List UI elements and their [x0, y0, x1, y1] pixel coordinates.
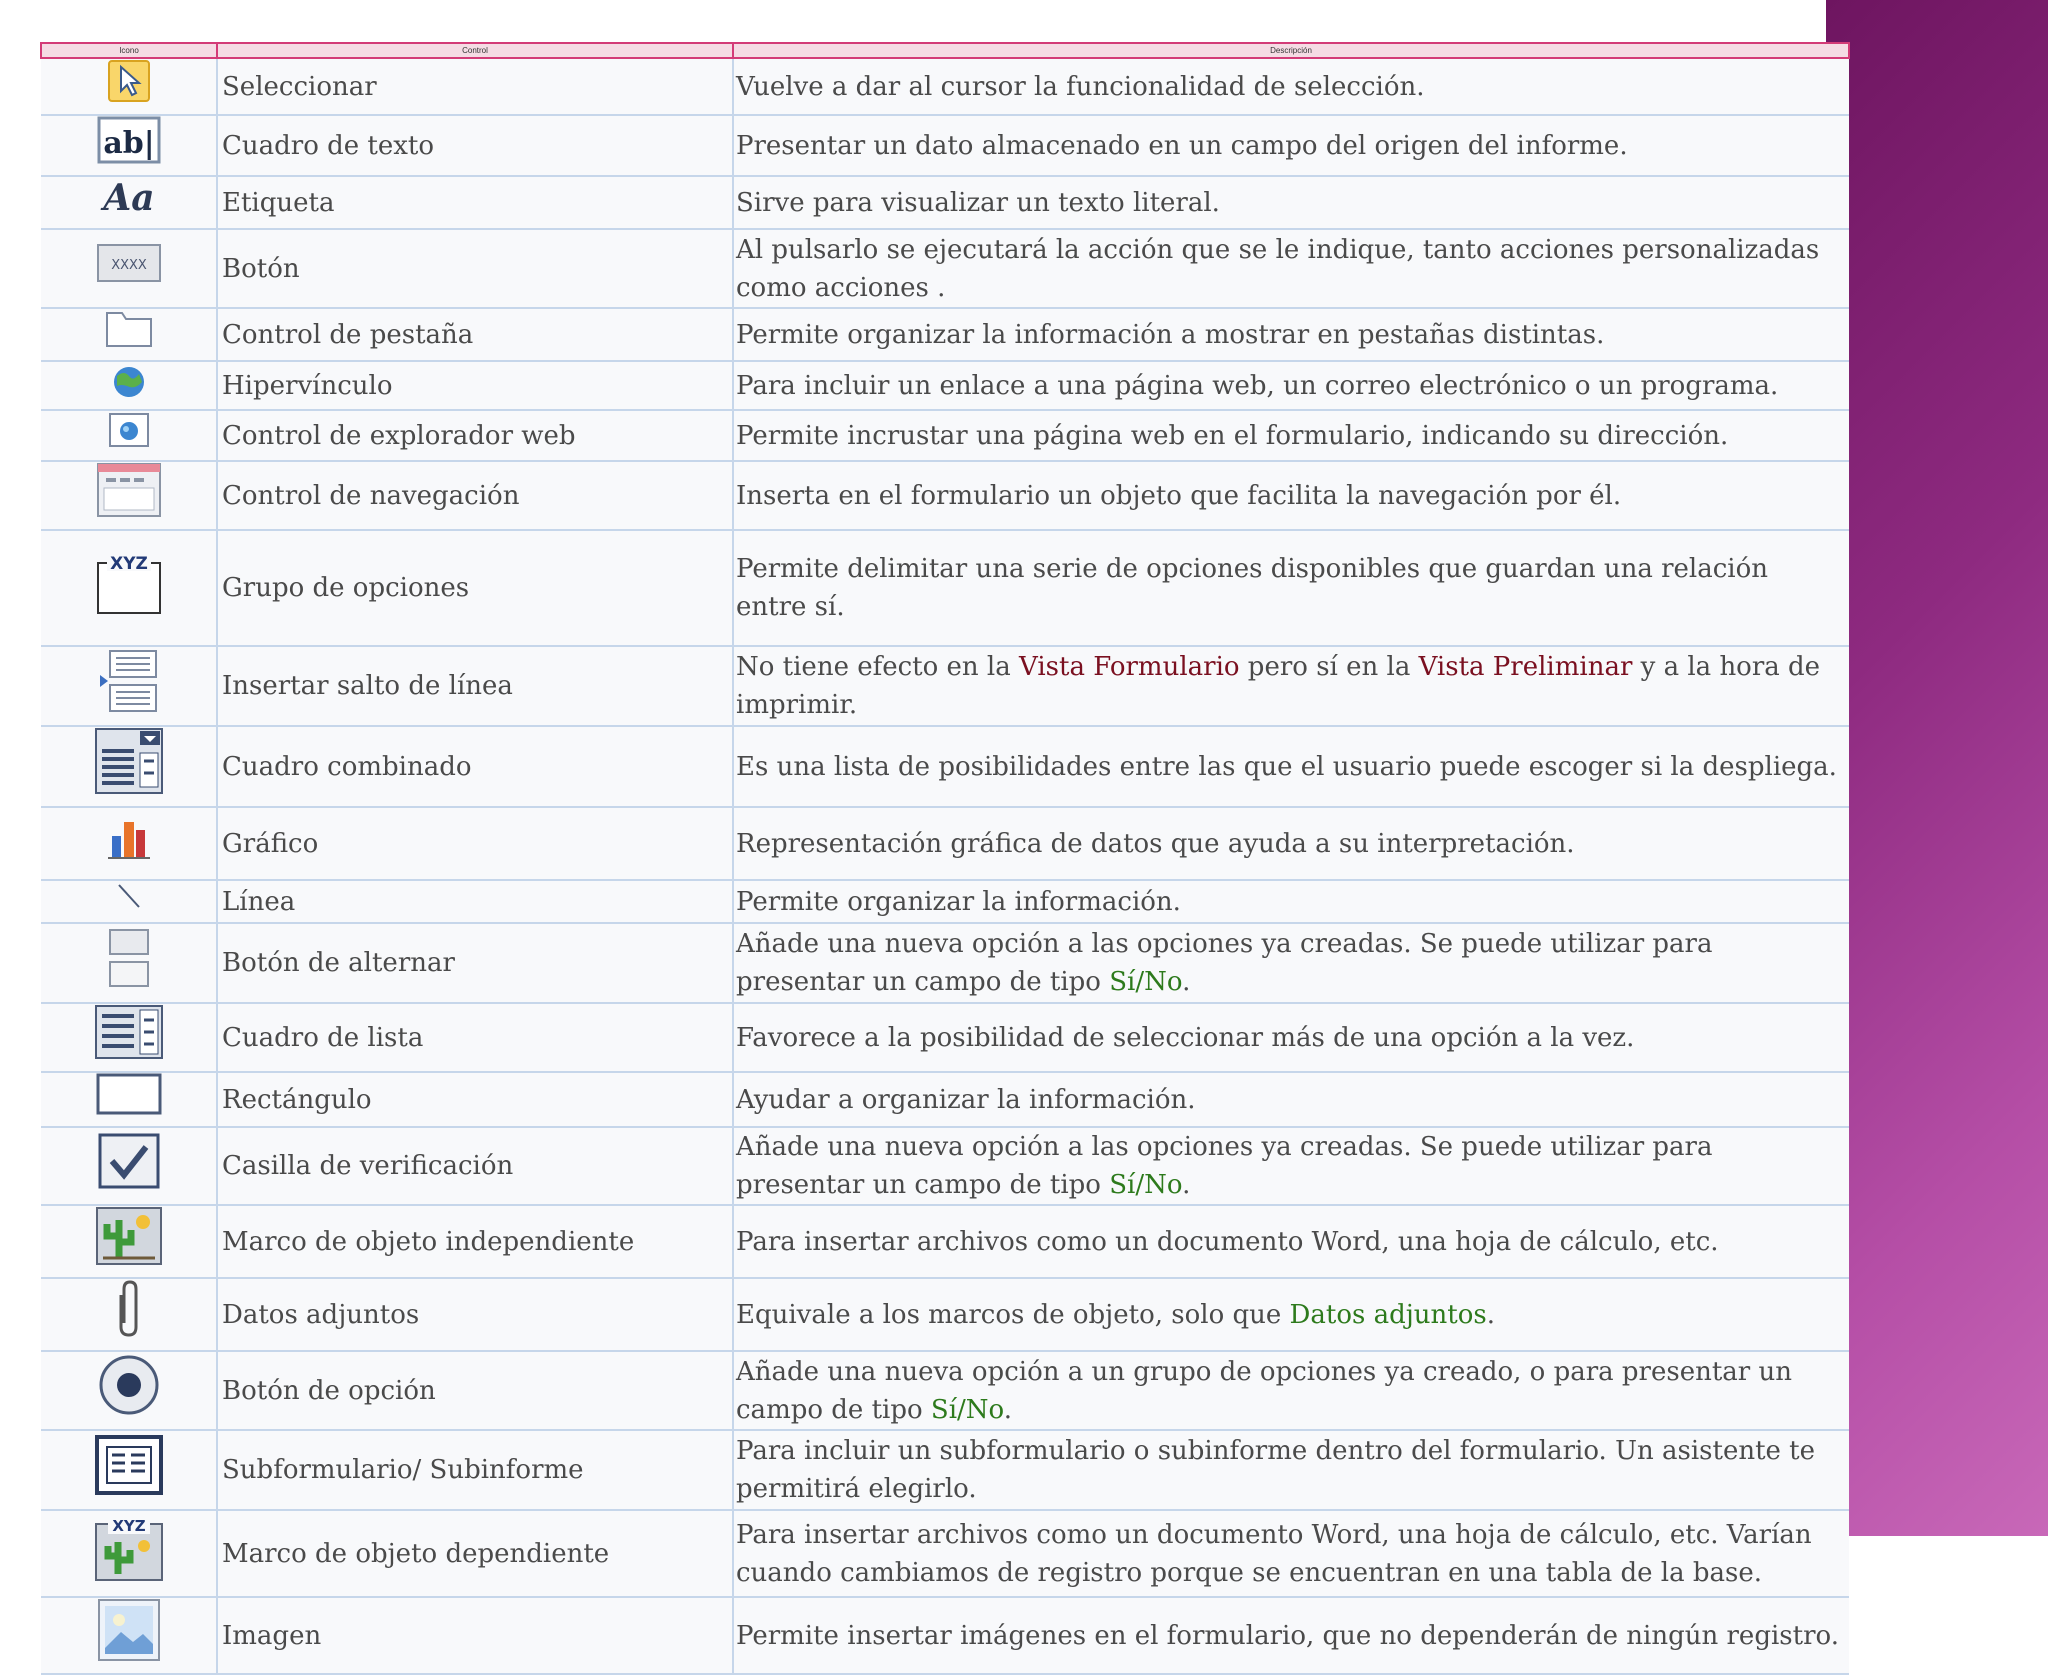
- icon-cell: [41, 461, 217, 530]
- control-description: Permite organizar la información.: [733, 880, 1849, 923]
- control-description: Para insertar archivos como un documento Word, una hoja de cálculo, etc.: [733, 1205, 1849, 1278]
- control-name: Grupo de opciones: [217, 530, 733, 646]
- control-name: Control de navegación: [217, 461, 733, 530]
- control-name: Subformulario/ Subinforme: [217, 1430, 733, 1510]
- checkbox-icon: [98, 1133, 160, 1200]
- control-description: Al pulsarlo se ejecutará la acción que se le indique, tanto acciones personalizadas como acciones .: [733, 229, 1849, 308]
- header-control: Control: [217, 43, 733, 58]
- icon-cell: [41, 361, 217, 410]
- icon-cell: [41, 1205, 217, 1278]
- highlighted-term: Vista Formulario: [1019, 652, 1240, 682]
- icon-cell: [41, 1003, 217, 1072]
- chart-icon: [106, 816, 152, 871]
- control-description: Ayudar a organizar la información.: [733, 1072, 1849, 1127]
- header-icon: Icono: [41, 43, 217, 58]
- icon-cell: [41, 1351, 217, 1430]
- control-name: Control de explorador web: [217, 410, 733, 461]
- icon-cell: [41, 726, 217, 807]
- tab-control-icon: [104, 309, 154, 360]
- table-row: [41, 410, 1849, 461]
- control-name: Seleccionar: [217, 58, 733, 115]
- table-row: [41, 176, 1849, 229]
- combo-box-icon: [94, 727, 164, 806]
- control-description: Permite organizar la información a mostrar en pestañas distintas.: [733, 308, 1849, 361]
- table-row: [41, 646, 1849, 726]
- rectangle-icon: [96, 1073, 162, 1126]
- list-box-icon: [94, 1004, 164, 1071]
- table-row: [41, 1597, 1849, 1674]
- control-description: Añade una nueva opción a las opciones ya creadas. Se puede utilizar para presentar un campo de tipo Sí/No.: [733, 1127, 1849, 1205]
- web-browser-icon: [106, 411, 152, 460]
- control-description: Para insertar archivos como un documento Word, una hoja de cálculo, etc. Varían cuando cambiamos de registro porque se encuentran en una tabla de la base.: [733, 1510, 1849, 1597]
- icon-cell: [41, 646, 217, 726]
- control-name: Marco de objeto independiente: [217, 1205, 733, 1278]
- control-description: Equivale a los marcos de objeto, solo que Datos adjuntos.: [733, 1278, 1849, 1351]
- svg-text:XYZ: XYZ: [111, 1517, 146, 1535]
- control-name: Cuadro combinado: [217, 726, 733, 807]
- toggle-button-icon: [104, 926, 154, 1001]
- table-row: [41, 1510, 1849, 1597]
- control-description: Para incluir un subformulario o subinforme dentro del formulario. Un asistente te permitirá elegirlo.: [733, 1430, 1849, 1510]
- control-description: Presentar un dato almacenado en un campo del origen del informe.: [733, 115, 1849, 176]
- table-row: [41, 807, 1849, 880]
- button-icon: [96, 243, 162, 294]
- control-description: Para incluir un enlace a una página web, un correo electrónico o un programa.: [733, 361, 1849, 410]
- navigation-control-icon: [96, 462, 162, 529]
- table-row: [41, 461, 1849, 530]
- control-description: Añade una nueva opción a un grupo de opciones ya creado, o para presentar un campo de tipo Sí/No.: [733, 1351, 1849, 1430]
- page-break-icon: [98, 649, 160, 724]
- control-description: Representación gráfica de datos que ayuda a su interpretación.: [733, 807, 1849, 880]
- icon-cell: [41, 807, 217, 880]
- table-row: [41, 1127, 1849, 1205]
- icon-cell: [41, 530, 217, 646]
- control-description: Favorece a la posibilidad de seleccionar más de una opción a la vez.: [733, 1003, 1849, 1072]
- icon-cell: [41, 308, 217, 361]
- icon-cell: [41, 1510, 217, 1597]
- textbox-icon: [97, 116, 161, 175]
- controls-table: [40, 42, 1850, 1675]
- table-row: [41, 115, 1849, 176]
- highlighted-term: Sí/No: [1109, 1170, 1183, 1200]
- icon-cell: [41, 1072, 217, 1127]
- highlighted-term: Sí/No: [1109, 967, 1183, 997]
- table-row: [41, 229, 1849, 308]
- unbound-object-frame-icon: [95, 1206, 163, 1277]
- icon-cell: [41, 1430, 217, 1510]
- pointer-icon: [107, 59, 151, 114]
- control-name: Botón de alternar: [217, 923, 733, 1003]
- icon-cell: [41, 410, 217, 461]
- control-name: Cuadro de lista: [217, 1003, 733, 1072]
- table-row: [41, 1072, 1849, 1127]
- header-description: Descripción: [733, 43, 1849, 58]
- highlighted-term: Datos adjuntos: [1289, 1299, 1487, 1330]
- subform-icon: [95, 1435, 163, 1506]
- control-name: Botón: [217, 229, 733, 308]
- control-name: Botón de opción: [217, 1351, 733, 1430]
- line-icon: [109, 881, 149, 922]
- image-icon: [97, 1598, 161, 1673]
- table-header-row: [41, 43, 1849, 58]
- decorative-purple-band: [1826, 0, 2048, 1536]
- control-description: Es una lista de posibilidades entre las que el usuario puede escoger si la despliega.: [733, 726, 1849, 807]
- control-name: Rectángulo: [217, 1072, 733, 1127]
- bound-object-frame-icon: [94, 1514, 164, 1593]
- icon-cell: [41, 229, 217, 308]
- icon-cell: [41, 1127, 217, 1205]
- control-name: Línea: [217, 880, 733, 923]
- control-name: Etiqueta: [217, 176, 733, 229]
- control-name: Datos adjuntos: [217, 1278, 733, 1351]
- table-row: [41, 726, 1849, 807]
- control-name: Control de pestaña: [217, 308, 733, 361]
- icon-cell: [41, 880, 217, 923]
- icon-cell: [41, 115, 217, 176]
- control-description: No tiene efecto en la Vista Formulario pero sí en la Vista Preliminar y a la hora de imprimir.: [733, 646, 1849, 726]
- control-name: Marco de objeto dependiente: [217, 1510, 733, 1597]
- table-row: [41, 880, 1849, 923]
- table-row: [41, 308, 1849, 361]
- table-row: [41, 1205, 1849, 1278]
- svg-text:XXXX: XXXX: [110, 258, 147, 273]
- highlighted-term: Sí/No: [930, 1394, 1004, 1425]
- option-group-icon: [95, 551, 163, 626]
- control-name: Cuadro de texto: [217, 115, 733, 176]
- control-description: Permite incrustar una página web en el formulario, indicando su dirección.: [733, 410, 1849, 461]
- icon-cell: [41, 176, 217, 229]
- table-row: [41, 58, 1849, 115]
- svg-text:XYZ: XYZ: [109, 553, 148, 574]
- control-name: Gráfico: [217, 807, 733, 880]
- table-row: [41, 1278, 1849, 1351]
- icon-cell: [41, 1278, 217, 1351]
- control-description: Permite delimitar una serie de opciones disponibles que guardan una relación entre sí.: [733, 530, 1849, 646]
- svg-text:ab|: ab|: [102, 126, 155, 161]
- control-description: Inserta en el formulario un objeto que facilita la navegación por él.: [733, 461, 1849, 530]
- table-row: [41, 361, 1849, 410]
- icon-cell: [41, 923, 217, 1003]
- table-row: [41, 1003, 1849, 1072]
- control-description: Vuelve a dar al cursor la funcionalidad de selección.: [733, 58, 1849, 115]
- control-description: Permite insertar imágenes en el formulario, que no dependerán de ningún registro.: [733, 1597, 1849, 1674]
- option-button-icon: [97, 1353, 161, 1428]
- table-row: [41, 1351, 1849, 1430]
- table-row: [41, 1430, 1849, 1510]
- control-name: Imagen: [217, 1597, 733, 1674]
- control-description: Sirve para visualizar un texto literal.: [733, 176, 1849, 229]
- attachment-paperclip-icon: [114, 1279, 144, 1350]
- hyperlink-globe-icon: [109, 362, 149, 409]
- control-name: Casilla de verificación: [217, 1127, 733, 1205]
- svg-text:Aa: Aa: [102, 177, 155, 217]
- control-name: Insertar salto de línea: [217, 646, 733, 726]
- icon-cell: [41, 58, 217, 115]
- table-row: [41, 530, 1849, 646]
- control-description: Añade una nueva opción a las opciones ya creadas. Se puede utilizar para presentar un campo de tipo Sí/No.: [733, 923, 1849, 1003]
- icon-cell: [41, 1597, 217, 1674]
- table-row: [41, 923, 1849, 1003]
- highlighted-term: Vista Preliminar: [1418, 652, 1633, 682]
- label-icon: [93, 177, 165, 228]
- control-name: Hipervínculo: [217, 361, 733, 410]
